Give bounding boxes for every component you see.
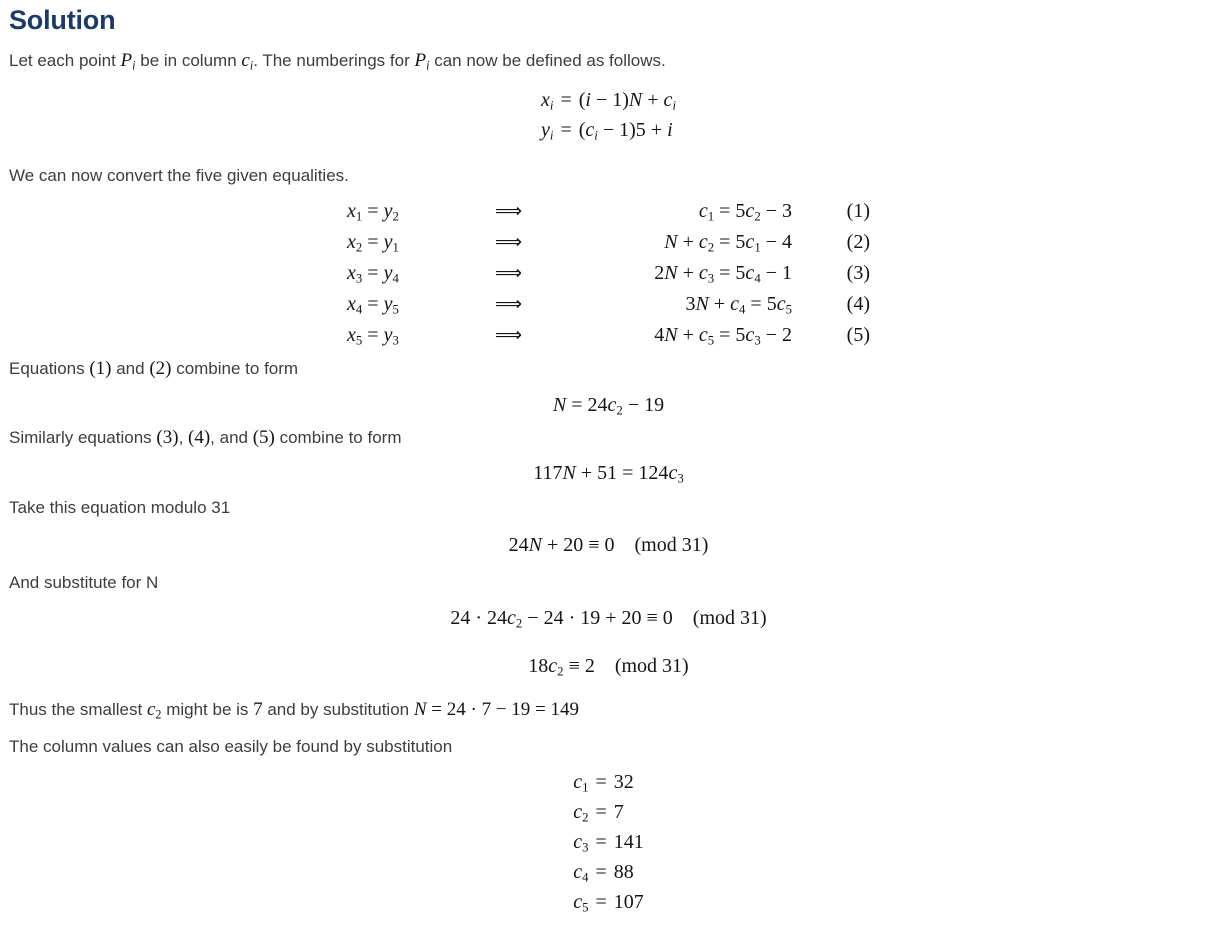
substitute-paragraph: And substitute for N bbox=[9, 573, 159, 592]
inline-math: 7 bbox=[253, 699, 263, 720]
equals-sign: = bbox=[595, 891, 607, 913]
implies-arrow-icon: ⟹ bbox=[494, 262, 523, 284]
given-equality: x5 = y3 bbox=[347, 324, 399, 348]
equation-117n: 117N + 51 = 124c3 bbox=[533, 462, 684, 486]
equals-sign: = bbox=[595, 771, 607, 793]
inline-math: (5) bbox=[252, 427, 275, 448]
equation-mod31: 24N + 20 ≡ 0 (mod 31) bbox=[508, 534, 709, 556]
equation-rhs: 32 bbox=[613, 771, 634, 793]
equals-sign: = bbox=[595, 831, 607, 853]
equation-18c2: 18c2 ≡ 2 (mod 31) bbox=[528, 655, 689, 679]
derived-equation: 2N + c3 = 5c4 − 1 bbox=[654, 262, 792, 286]
equation-rhs: 107 bbox=[613, 891, 644, 913]
equation-lhs: c2 bbox=[573, 801, 589, 825]
given-equality: x1 = y2 bbox=[347, 200, 399, 224]
inline-math: ci bbox=[241, 50, 254, 73]
given-equality: x2 = y1 bbox=[347, 231, 399, 255]
inline-math: (1) bbox=[89, 358, 112, 379]
given-equality: x4 = y5 bbox=[347, 293, 399, 317]
equation-rhs: (i − 1)N + ci bbox=[578, 89, 676, 113]
equation-number: (5) bbox=[846, 324, 870, 346]
equation-lhs: c4 bbox=[573, 861, 589, 885]
equation-n: N = 24c2 − 19 bbox=[552, 394, 665, 418]
equation-lhs: c5 bbox=[573, 891, 589, 915]
inline-math: (4) bbox=[188, 427, 211, 448]
inline-math: (2) bbox=[149, 358, 172, 379]
equals-sign: = bbox=[560, 89, 572, 111]
equation-rhs: 7 bbox=[613, 801, 624, 823]
intro-paragraph: Let each point Pi be in column ci. The numberings for Pi can now be defined as follows. bbox=[9, 50, 666, 73]
derived-equation: 3N + c4 = 5c5 bbox=[685, 293, 792, 317]
inline-math: Pi bbox=[414, 50, 430, 73]
equation-lhs: c1 bbox=[573, 771, 589, 795]
equation-rhs: 141 bbox=[613, 831, 644, 853]
coordinate-definitions bbox=[541, 85, 676, 145]
equation-substituted: 24 · 24c2 − 24 · 19 + 20 ≡ 0 (mod 31) bbox=[450, 607, 767, 631]
implies-arrow-icon: ⟹ bbox=[494, 231, 523, 253]
combine-1-2-paragraph: Equations (1) and (2) combine to form bbox=[9, 358, 299, 379]
equation-number: (3) bbox=[846, 262, 870, 284]
derived-equation: N + c2 = 5c1 − 4 bbox=[664, 231, 792, 255]
equals-sign: = bbox=[595, 861, 607, 883]
implies-arrow-icon: ⟹ bbox=[494, 293, 523, 315]
implies-arrow-icon: ⟹ bbox=[494, 200, 523, 222]
equals-sign: = bbox=[560, 119, 572, 141]
equation-lhs: c3 bbox=[573, 831, 589, 855]
inline-math: N = 24 · 7 − 19 = 149 bbox=[413, 699, 580, 720]
equation-number: (2) bbox=[846, 231, 870, 253]
equation-lhs: xi bbox=[541, 89, 554, 113]
combine-3-4-5-paragraph: Similarly equations (3), (4), and (5) combine to form bbox=[9, 427, 402, 448]
column-values bbox=[573, 767, 644, 917]
inline-math: c2 bbox=[146, 699, 162, 722]
derived-equation: c1 = 5c2 − 3 bbox=[698, 200, 792, 224]
smallest-c2-paragraph: Thus the smallest c2 might be is 7 and by substitution N = 24 · 7 − 19 = 149 bbox=[9, 699, 580, 722]
equation-system bbox=[347, 196, 870, 351]
equation-lhs: yi bbox=[541, 119, 554, 143]
equation-rhs: (ci − 1)5 + i bbox=[578, 119, 673, 143]
equation-number: (1) bbox=[846, 200, 870, 222]
page-title: Solution bbox=[9, 5, 116, 35]
column-values-paragraph: The column values can also easily be found by substitution bbox=[9, 737, 453, 756]
given-equality: x3 = y4 bbox=[347, 262, 399, 286]
equation-number: (4) bbox=[846, 293, 870, 315]
inline-math: Pi bbox=[120, 50, 136, 73]
derived-equation: 4N + c5 = 5c3 − 2 bbox=[654, 324, 792, 348]
equalities-paragraph: We can now convert the five given equalities. bbox=[9, 166, 349, 185]
inline-math: (3) bbox=[156, 427, 179, 448]
modulo-paragraph: Take this equation modulo 31 bbox=[9, 498, 231, 517]
implies-arrow-icon: ⟹ bbox=[494, 324, 523, 346]
equation-rhs: 88 bbox=[613, 861, 634, 883]
equals-sign: = bbox=[595, 801, 607, 823]
